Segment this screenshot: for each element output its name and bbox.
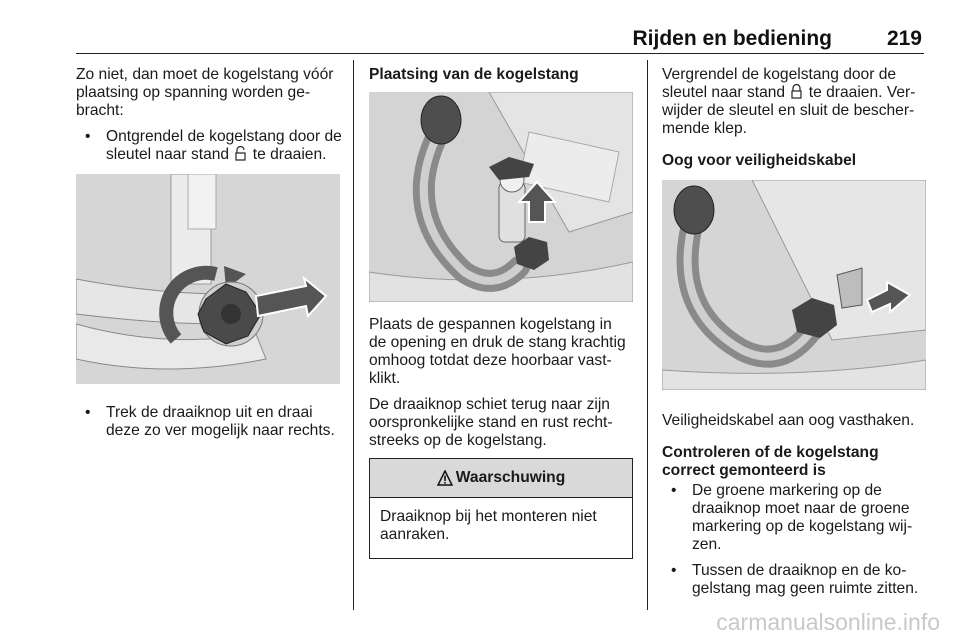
column-3	[662, 66, 928, 606]
paragraph	[662, 66, 928, 138]
warning-title: Waarschuwing	[455, 469, 566, 486]
paragraph: Plaats de gespannen kogelstang in de opening en druk de stang krachtig omhoog totdat deze hoorbaar vast-klikt.	[369, 316, 626, 387]
list-item	[76, 128, 342, 164]
figure-ball-insert	[369, 92, 633, 302]
section-heading: Oog voor veiligheidskabel	[662, 152, 857, 169]
column-divider-1	[353, 60, 354, 610]
list-item	[662, 562, 928, 598]
lock-icon	[791, 84, 802, 99]
illustration	[662, 180, 926, 390]
para-text-a: Vergrendel de kogelstang door de sleutel naar stand	[662, 66, 897, 101]
figure-knob-turn	[76, 174, 340, 384]
bullet-text: Tussen de draaiknop en de ko-gelstang mag geen ruimte zitten.	[692, 562, 919, 597]
unlock-icon	[235, 146, 246, 161]
intro-text: Zo niet, dan moet de kogelstang vóór plaatsing op spanning worden ge-bracht:	[76, 66, 334, 119]
column-divider-2	[647, 60, 648, 610]
bullet-text-1b: te draaien.	[252, 146, 327, 163]
bullet-icon: •	[671, 562, 677, 579]
page-number: 219	[886, 27, 922, 50]
list-item	[76, 404, 342, 440]
page-title: Rijden en bediening	[632, 27, 832, 50]
section-heading: Plaatsing van de kogelstang	[369, 66, 579, 83]
warning-triangle-icon	[437, 470, 453, 486]
illustration	[369, 92, 633, 302]
bullet-text-2: Trek de draaiknop uit en draai deze zo ver mogelijk naar rechts.	[106, 404, 335, 439]
bullet-icon: •	[85, 128, 91, 145]
paragraph: De draaiknop schiet terug naar zijn oorspronkelijke stand en rust recht-streeks op de kogelstang.	[369, 396, 613, 449]
column-2	[369, 66, 633, 559]
bullet-icon: •	[85, 404, 91, 421]
warning-header	[370, 459, 632, 498]
paragraph: Veiligheidskabel aan oog vasthaken.	[662, 412, 915, 429]
illustration	[76, 174, 340, 384]
bullet-icon: •	[671, 482, 677, 499]
bullet-text-1a: Ontgrendel de kogelstang door de sleutel naar stand	[106, 128, 342, 163]
column-1	[76, 66, 342, 448]
warning-box	[369, 458, 633, 559]
section-heading: Controleren of de kogelstang correct gemonteerd is	[662, 444, 879, 479]
watermark: carmanualsonline.info	[716, 609, 940, 635]
bullet-text: De groene markering op de draaiknop moet naar de groene markering op de kogelstang wij-zen.	[692, 482, 913, 553]
figure-safety-eye	[662, 180, 926, 390]
page-header	[76, 27, 924, 54]
para-text-b: te draaien. Ver-wijder de sleutel en sluit de bescher-mende klep.	[662, 84, 916, 137]
warning-body: Draaiknop bij het monteren niet aanraken.	[380, 508, 597, 543]
list-item	[662, 482, 928, 554]
